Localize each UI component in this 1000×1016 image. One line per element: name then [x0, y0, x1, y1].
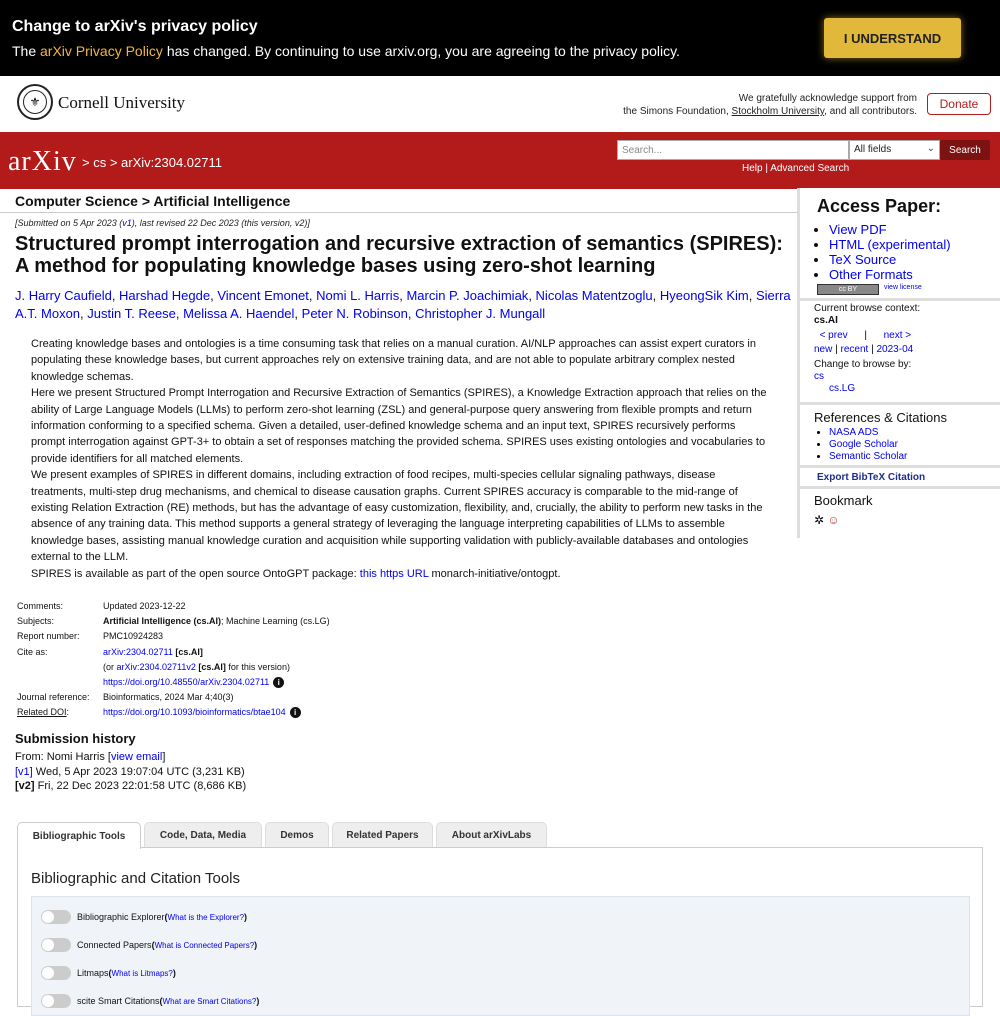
browse-cslg-link[interactable]: cs.LG [829, 383, 856, 394]
author-link[interactable]: Melissa A. Haendel [183, 306, 295, 321]
chevron-down-icon: ⌄ [926, 143, 935, 154]
doi-link[interactable]: https://doi.org/10.48550/arXiv.2304.02711 [103, 676, 270, 687]
divider [800, 402, 1000, 405]
advanced-search-link[interactable]: Advanced Search [770, 163, 850, 174]
paper-title: Structured prompt interrogation and recursive extraction of semantics (SPIRES): A method for populating knowledge bases using zero-shot learning [15, 233, 783, 277]
stockholm-link[interactable]: Stockholm University [731, 106, 825, 117]
subject-heading: Computer Science > Artificial Intelligence [15, 193, 291, 209]
month-link[interactable]: 2023-04 [876, 344, 914, 355]
breadcrumb[interactable]: > cs > arXiv:2304.02711 [82, 155, 222, 170]
submission-history: From: Nomi Harris [view email] [v1] Wed, 5 Apr 2023 19:07:04 UTC (3,231 KB) [v2] Fri, 22 Dec 2023 22:01:58 UTC (8,686 KB) [15, 751, 247, 792]
access-links [815, 222, 951, 282]
tab-related-papers[interactable]: Related Papers [332, 822, 433, 848]
privacy-policy-link[interactable]: arXiv Privacy Policy [40, 43, 163, 59]
author-link[interactable]: Marcin P. Joachimiak [406, 288, 529, 303]
banner-message: The arXiv Privacy Policy has changed. By continuing to use arxiv.org, you are agreeing to the privacy policy. [12, 43, 680, 59]
author-list: J. Harry Caufield, Harshad Hegde, Vincent Emonet, Nomi L. Harris, Marcin P. Joachimiak, Nicolas Matentzoglu, HyeongSik Kim, Sierra A.T. Moxon, Justin T. Reese, Melissa A. Haendel, Peter N. Robinson, Christopher J. Mungall [15, 288, 791, 321]
nasa-ads-link[interactable]: NASA ADS [829, 427, 879, 438]
toggle-switch[interactable] [41, 966, 71, 980]
divider [0, 212, 797, 213]
abstract [31, 336, 767, 582]
author-link[interactable]: Harshad Hegde [119, 288, 211, 303]
arxiv-logo[interactable]: arXiv [8, 146, 77, 177]
support-acknowledgement: We gratefully acknowledge support from the Simons Foundation, Stockholm University, and all contributors. [623, 93, 917, 117]
author-link[interactable]: Sierra A.T. Moxon [15, 288, 791, 321]
toggle-switch[interactable] [41, 910, 71, 924]
tab-panel [17, 847, 983, 1007]
semantic-scholar-link[interactable]: Semantic Scholar [829, 451, 908, 462]
abstract-paragraph: SPIRES is available as part of the open source OntoGPT package: this https URL monarch-initiative/ontogpt. [31, 567, 561, 580]
cornell-seal-icon[interactable]: ⚜ [17, 84, 53, 120]
other-formats-link[interactable]: Other Formats [829, 267, 913, 282]
change-browse: Change to browse by: cs cs.LG [814, 359, 912, 394]
smart-citations-info-link[interactable]: What are Smart Citations? [162, 996, 257, 1006]
divider [800, 298, 1000, 301]
arxiv-header [0, 132, 1000, 189]
browse-nav: < prev | next > new | recent | 2023-04 [814, 330, 914, 355]
toggle-switch[interactable] [41, 994, 71, 1008]
search-field-select[interactable]: All fields ⌄ [849, 140, 940, 160]
divider [800, 486, 1000, 489]
recent-link[interactable]: recent [840, 344, 869, 355]
v2-label: [v2] [15, 780, 35, 792]
donate-button[interactable]: Donate [927, 93, 991, 115]
author-link[interactable]: Vincent Emonet [217, 288, 309, 303]
prev-link[interactable]: < prev [819, 330, 848, 341]
author-link[interactable]: Peter N. Robinson [301, 306, 408, 321]
panel-title: Bibliographic and Citation Tools [31, 870, 241, 887]
next-link[interactable]: next > [883, 330, 912, 341]
bookmark-icons [814, 513, 840, 527]
view-pdf-link[interactable]: View PDF [829, 222, 887, 237]
submission-history-title: Submission history [15, 731, 136, 746]
divider [800, 465, 1000, 468]
search-input[interactable]: Search... [617, 140, 849, 160]
tab-demos[interactable]: Demos [265, 822, 329, 848]
info-icon[interactable]: i [290, 707, 301, 718]
tool-row: Litmaps ( What is Litmaps? ) [41, 965, 176, 981]
banner-title: Change to arXiv's privacy policy [12, 18, 258, 35]
help-link[interactable]: Help [742, 163, 763, 174]
tex-source-link[interactable]: TeX Source [829, 252, 897, 267]
html-link[interactable]: HTML (experimental) [829, 237, 951, 252]
author-link[interactable]: HyeongSik Kim [659, 288, 749, 303]
references-title: References & Citations [814, 410, 947, 425]
ontogpt-link[interactable]: this https URL [359, 567, 429, 580]
google-scholar-link[interactable]: Google Scholar [829, 439, 898, 450]
help-links: Help | Advanced Search [742, 163, 850, 174]
cite-version-link[interactable]: arXiv:2304.02711v2 [116, 661, 196, 672]
info-icon[interactable]: i [273, 677, 284, 688]
tab-code-data-media[interactable]: Code, Data, Media [144, 822, 262, 848]
cc-license-badge[interactable]: cc BY [817, 284, 879, 295]
author-link[interactable]: Christopher J. Mungall [415, 306, 546, 321]
browse-context: Current browse context: cs.AI [814, 303, 921, 326]
new-link[interactable]: new [814, 344, 833, 355]
export-bibtex-link[interactable]: Export BibTeX Citation [817, 472, 926, 483]
cornell-header [0, 76, 1000, 132]
access-paper-title: Access Paper: [817, 196, 942, 216]
author-link[interactable]: Nicolas Matentzoglu [535, 288, 653, 303]
i-understand-button[interactable]: I UNDERSTAND [824, 18, 961, 58]
tools-box [31, 896, 970, 1016]
explorer-info-link[interactable]: What is the Explorer? [167, 912, 245, 922]
tool-row: Connected Papers ( What is Connected Papers? ) [41, 937, 257, 953]
litmaps-info-link[interactable]: What is Litmaps? [111, 968, 173, 978]
tool-row: Bibliographic Explorer ( What is the Explorer? ) [41, 909, 247, 925]
author-link[interactable]: Nomi L. Harris [316, 288, 400, 303]
bookmark-title: Bookmark [814, 493, 873, 508]
tool-row: scite Smart Citations ( What are Smart Citations? ) [41, 993, 259, 1009]
v1-link[interactable]: v1 [122, 218, 132, 228]
related-doi-link[interactable]: https://doi.org/10.1093/bioinformatics/btae104 [103, 707, 286, 718]
search-button[interactable]: Search [940, 140, 990, 160]
abstract-paragraph: Here we present Structured Prompt Interrogation and Recursive Extraction of Semantics (SPIRES), a Knowledge Extraction approach that relies on the ability of Large Language Models (LLMs) to perform zero-shot learning (ZSL) and general-purpose query answering from flexible prompts and return information conforming to a specified schema. Given a detailed, user-defined knowledge schema and an input text, SPIRES recursively performs prompt interrogation against GPT-3+ to obtain a set of responses matching the provided schema. SPIRES uses existing ontologies and vocabularies to provide identifiers for all matched elements. [31, 387, 767, 465]
author-link[interactable]: J. Harry Caufield [15, 288, 112, 303]
view-email-link[interactable]: view email [110, 751, 163, 763]
toggle-switch[interactable] [41, 938, 71, 952]
author-link[interactable]: Justin T. Reese [87, 306, 176, 321]
references-links [815, 427, 907, 463]
sidebar [797, 188, 1000, 538]
bibsonomy-icon[interactable]: ✲ [814, 513, 825, 527]
privacy-banner [0, 0, 1000, 76]
tab-about-arxivlabs[interactable]: About arXivLabs [436, 822, 547, 848]
v1-link[interactable]: [v1] [15, 765, 33, 778]
connected-papers-info-link[interactable]: What is Connected Papers? [154, 940, 255, 950]
abstract-paragraph: Creating knowledge bases and ontologies is a time consuming task that relies on a manual curation. AI/NLP approaches can assist expert curators in populating these knowledge bases, but current approaches rely on extensive training data, and are not able to populate arbitrary complex nested knowledge schemas. [31, 338, 756, 383]
reddit-icon[interactable]: ☺ [827, 513, 840, 527]
cornell-name[interactable]: Cornell University [58, 93, 186, 112]
cite-link[interactable]: arXiv:2304.02711 [103, 646, 173, 657]
browse-cs-link[interactable]: cs [814, 371, 824, 382]
abstract-paragraph: We present examples of SPIRES in different domains, including extraction of food recipes, multi-species cellular signaling pathways, disease treatments, multi-step drug mechanisms, and chemical to disease causation graphs. Current SPIRES accuracy is comparable to the mid-range of existing Relation Extraction (RE) methods, but has the advantage of easy customization, flexibility, and, crucially, the ability to perform new tasks in the absence of any training data. This method supports a general strategy of leveraging the language interpreting capabilities of LLMs to assemble knowledge bases, assisting manual knowledge curation and acquisition while supporting validation with publicly-available databases and ontologies external to the LLM. [31, 469, 763, 564]
submission-dates: [Submitted on 5 Apr 2023 (v1), last revised 22 Dec 2023 (this version, v2)] [15, 218, 310, 228]
view-license-link[interactable]: view license [884, 284, 922, 291]
tab-bibliographic-tools[interactable]: Bibliographic Tools [17, 822, 141, 849]
